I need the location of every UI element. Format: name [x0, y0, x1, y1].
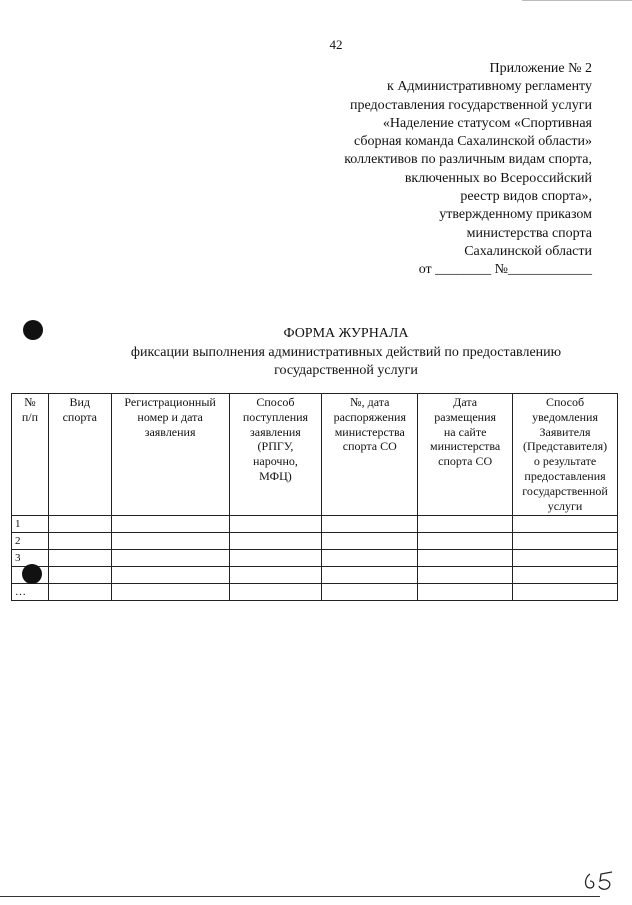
table-cell	[229, 584, 322, 601]
column-header-notification-method: Способ уведомления Заявителя (Представителя) о результате предоставления государственной услуги	[513, 394, 618, 516]
table-cell	[48, 567, 111, 584]
table-cell	[418, 567, 513, 584]
table-cell	[513, 533, 618, 550]
table-cell	[111, 516, 229, 533]
table-cell	[513, 516, 618, 533]
appendix-line: к Административному регламенту	[387, 79, 592, 95]
table-cell	[48, 516, 111, 533]
table-cell	[111, 567, 229, 584]
table-cell	[229, 533, 322, 550]
table-cell	[513, 584, 618, 601]
table-row	[12, 584, 618, 601]
appendix-line: коллективов по различным видам спорта,	[344, 152, 592, 168]
column-header-sport: Вид спорта	[48, 394, 111, 516]
handwritten-mark	[582, 868, 622, 894]
table-cell	[418, 516, 513, 533]
table-cell	[111, 533, 229, 550]
scan-edge-bottom	[0, 896, 600, 897]
appendix-line: «Наделение статусом «Спортивная	[382, 115, 592, 131]
appendix-line: Приложение № 2	[489, 61, 592, 76]
table-header-row	[12, 394, 618, 516]
table-cell	[48, 533, 111, 550]
column-header-receipt-method: Способ поступления заявления (РПГУ, нарочно, МФЦ)	[229, 394, 322, 516]
punch-hole-mark	[22, 564, 42, 584]
appendix-line: министерства спорта	[466, 225, 592, 241]
scan-edge-top	[522, 0, 632, 1]
table-cell	[418, 584, 513, 601]
journal-table	[11, 393, 618, 601]
table-row	[12, 516, 618, 533]
table-cell	[513, 567, 618, 584]
appendix-line: Сахалинской области	[464, 243, 592, 259]
table-row	[12, 533, 618, 550]
appendix-line: сборная команда Сахалинской области»	[353, 134, 592, 150]
form-heading: ФОРМА ЖУРНАЛА	[283, 326, 409, 341]
appendix-line: включенных во Всероссийский	[404, 170, 592, 186]
table-cell-number: 1	[12, 516, 49, 533]
appendix-line: утвержденному приказом	[439, 207, 592, 223]
table-cell-number: 3	[12, 550, 49, 567]
table-cell	[229, 550, 322, 567]
column-header-registration: Регистрационный номер и дата заявления	[111, 394, 229, 516]
table-cell	[48, 584, 111, 601]
table-cell	[111, 550, 229, 567]
table-cell	[111, 584, 229, 601]
appendix-order-line: от ________ №____________	[418, 262, 592, 278]
table-cell	[513, 550, 618, 567]
appendix-line: реестр видов спорта»,	[460, 189, 592, 205]
table-cell-number: 2	[12, 533, 49, 550]
appendix-line: предоставления государственной услуги	[350, 97, 592, 113]
table-cell-number: …	[12, 584, 49, 601]
table-cell	[418, 550, 513, 567]
table-row	[12, 567, 618, 584]
column-header-number: № п/п	[12, 394, 49, 516]
column-header-order: №, дата распоряжения министерства спорта СО	[322, 394, 418, 516]
table-cell	[229, 516, 322, 533]
table-cell	[322, 550, 418, 567]
table-cell	[48, 550, 111, 567]
table-cell	[322, 533, 418, 550]
form-subtitle-line: государственной услуги	[274, 363, 418, 378]
table-cell	[322, 516, 418, 533]
table-row	[12, 550, 618, 567]
column-header-publication-date: Дата размещения на сайте министерства спорта СО	[418, 394, 513, 516]
form-subtitle-line: фиксации выполнения административных действий по предоставлению	[130, 344, 562, 360]
table-cell	[322, 584, 418, 601]
page-number: 42	[329, 37, 343, 52]
table-cell	[322, 567, 418, 584]
form-title-block	[0, 325, 632, 381]
table-cell	[418, 533, 513, 550]
table-cell	[229, 567, 322, 584]
appendix-block	[262, 60, 592, 280]
